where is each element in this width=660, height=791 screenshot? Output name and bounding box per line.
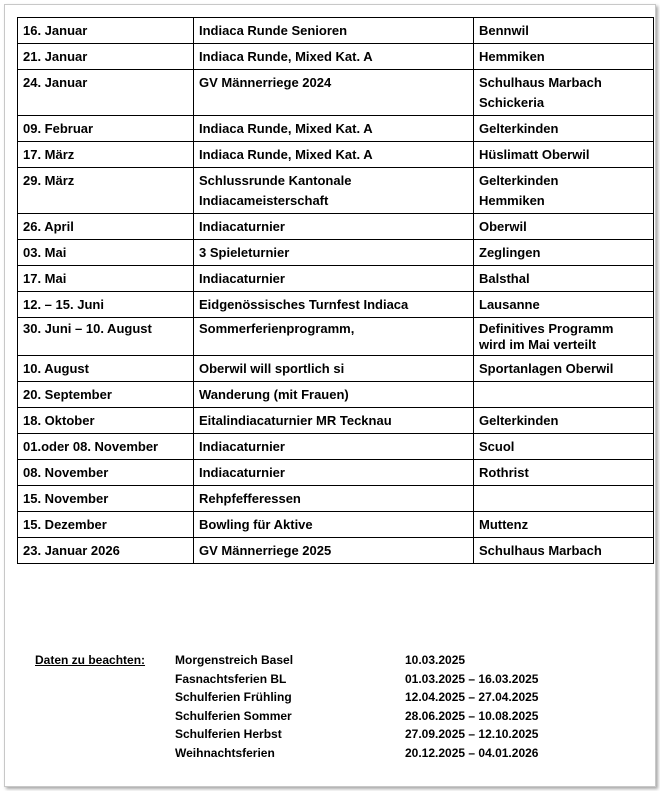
event-name-cell bbox=[194, 18, 474, 44]
event-date: 30. Juni – 10. August bbox=[23, 321, 152, 336]
table-row bbox=[18, 116, 654, 142]
table-row bbox=[18, 486, 654, 512]
table-row bbox=[18, 408, 654, 434]
event-location: wird im Mai verteilt bbox=[479, 337, 597, 352]
event-location: Rothrist bbox=[479, 465, 529, 480]
event-name: Oberwil will sportlich si bbox=[199, 361, 345, 376]
event-location: Muttenz bbox=[479, 517, 529, 532]
event-location-cell bbox=[474, 116, 654, 142]
event-location: Schulhaus Marbach bbox=[479, 75, 602, 90]
event-date-cell bbox=[18, 408, 194, 434]
event-location: Bennwil bbox=[479, 23, 529, 38]
event-location: Schulhaus Marbach bbox=[479, 543, 602, 558]
event-name-cell bbox=[194, 240, 474, 266]
event-location-cell bbox=[474, 214, 654, 240]
event-name-cell bbox=[194, 434, 474, 460]
event-name: Indiaca Runde, Mixed Kat. A bbox=[199, 49, 373, 64]
event-name: Indiacaturnier bbox=[199, 219, 285, 234]
event-date: 24. Januar bbox=[23, 75, 88, 90]
table-row bbox=[18, 460, 654, 486]
event-date-cell bbox=[18, 18, 194, 44]
event-name-cell bbox=[194, 538, 474, 564]
event-name-cell bbox=[194, 44, 474, 70]
notes-item-date: 10.03.2025 bbox=[405, 653, 466, 667]
event-name: Indiacaturnier bbox=[199, 465, 285, 480]
event-name: Sommerferienprogramm, bbox=[199, 321, 355, 336]
event-date: 21. Januar bbox=[23, 49, 88, 64]
event-date-cell bbox=[18, 168, 194, 214]
event-location: Hüslimatt Oberwil bbox=[479, 147, 590, 162]
event-date-cell bbox=[18, 266, 194, 292]
event-location-cell bbox=[474, 538, 654, 564]
event-date-cell bbox=[18, 382, 194, 408]
event-name: Schlussrunde Kantonale bbox=[199, 173, 352, 188]
event-location: Definitives Programm bbox=[479, 321, 614, 336]
event-location-cell bbox=[474, 408, 654, 434]
event-name: 3 Spieleturnier bbox=[199, 245, 290, 260]
event-name: Indiaca Runde, Mixed Kat. A bbox=[199, 121, 373, 136]
event-date: 01.oder 08. November bbox=[23, 439, 159, 454]
event-date-cell bbox=[18, 116, 194, 142]
event-location: Balsthal bbox=[479, 271, 530, 286]
event-date-cell bbox=[18, 214, 194, 240]
event-date: 12. – 15. Juni bbox=[23, 297, 104, 312]
table-row bbox=[18, 356, 654, 382]
event-date: 20. September bbox=[23, 387, 112, 402]
event-name: Indiaca Runde Senioren bbox=[199, 23, 348, 38]
event-name-cell bbox=[194, 486, 474, 512]
event-date-cell bbox=[18, 512, 194, 538]
event-location-cell bbox=[474, 18, 654, 44]
event-date: 23. Januar 2026 bbox=[23, 543, 120, 558]
event-location: Schickeria bbox=[479, 95, 545, 110]
event-name-cell bbox=[194, 408, 474, 434]
event-date: 09. Februar bbox=[23, 121, 94, 136]
event-location: Gelterkinden bbox=[479, 121, 559, 136]
event-date-cell bbox=[18, 142, 194, 168]
table-row bbox=[18, 292, 654, 318]
event-name-cell bbox=[194, 70, 474, 116]
event-location: Gelterkinden bbox=[479, 413, 559, 428]
notes-item-name: Weihnachtsferien bbox=[175, 745, 275, 760]
event-name-cell bbox=[194, 292, 474, 318]
table-row bbox=[18, 168, 654, 214]
event-date-cell bbox=[18, 356, 194, 382]
event-location bbox=[479, 385, 649, 405]
notes-item-date: 01.03.2025 – 16.03.2025 bbox=[405, 671, 539, 686]
event-location: Lausanne bbox=[479, 297, 540, 312]
event-name-cell bbox=[194, 266, 474, 292]
event-location-cell bbox=[474, 142, 654, 168]
table-row bbox=[18, 434, 654, 460]
table-row bbox=[18, 18, 654, 44]
event-date-cell bbox=[18, 70, 194, 116]
event-location-cell bbox=[474, 318, 654, 356]
event-name: GV Männerriege 2024 bbox=[199, 75, 332, 90]
event-location-cell bbox=[474, 44, 654, 70]
table-row bbox=[18, 266, 654, 292]
event-date: 26. April bbox=[23, 219, 74, 234]
event-name: Wanderung (mit Frauen) bbox=[199, 387, 349, 402]
table-row bbox=[18, 70, 654, 116]
event-date: 08. November bbox=[23, 465, 109, 480]
event-date: 03. Mai bbox=[23, 245, 67, 260]
event-date-cell bbox=[18, 538, 194, 564]
events-table bbox=[17, 17, 654, 564]
event-name-cell bbox=[194, 116, 474, 142]
event-date-cell bbox=[18, 292, 194, 318]
event-location-cell bbox=[474, 240, 654, 266]
event-date-cell bbox=[18, 240, 194, 266]
event-date: 10. August bbox=[23, 361, 89, 376]
event-name-cell bbox=[194, 460, 474, 486]
notes-item-date: 28.06.2025 – 10.08.2025 bbox=[405, 708, 539, 723]
event-date: 15. November bbox=[23, 491, 109, 506]
table-row bbox=[18, 214, 654, 240]
event-location: Oberwil bbox=[479, 219, 527, 234]
event-name-cell bbox=[194, 318, 474, 356]
table-row bbox=[18, 240, 654, 266]
notes-item-date: 27.09.2025 – 12.10.2025 bbox=[405, 727, 539, 741]
event-location bbox=[479, 489, 649, 509]
event-location-cell bbox=[474, 292, 654, 318]
event-location: Hemmiken bbox=[479, 49, 545, 64]
event-location-cell bbox=[474, 512, 654, 538]
event-date-cell bbox=[18, 44, 194, 70]
table-row bbox=[18, 44, 654, 70]
notes-item-name: Schulferien Sommer bbox=[175, 708, 292, 723]
notes-heading: Daten zu beachten: bbox=[35, 653, 146, 667]
table-row bbox=[18, 382, 654, 408]
event-name: Bowling für Aktive bbox=[199, 517, 313, 532]
event-location-cell bbox=[474, 168, 654, 214]
notes-item-name: Fasnachtsferien BL bbox=[175, 671, 287, 686]
event-date-cell bbox=[18, 486, 194, 512]
event-date: 17. März bbox=[23, 147, 75, 162]
event-name-cell bbox=[194, 142, 474, 168]
event-date: 18. Oktober bbox=[23, 413, 95, 428]
notes-item-name: Schulferien Frühling bbox=[175, 690, 292, 704]
event-location-cell bbox=[474, 356, 654, 382]
event-location: Scuol bbox=[479, 439, 515, 454]
table-row bbox=[18, 142, 654, 168]
event-date: 29. März bbox=[23, 173, 75, 188]
event-location-cell bbox=[474, 266, 654, 292]
event-location-cell bbox=[474, 70, 654, 116]
event-name: Eitalindiacaturnier MR Tecknau bbox=[199, 413, 392, 428]
event-name: Indiacaturnier bbox=[199, 271, 285, 286]
event-location-cell bbox=[474, 460, 654, 486]
event-location-cell bbox=[474, 434, 654, 460]
notes-item-date: 20.12.2025 – 04.01.2026 bbox=[405, 745, 539, 760]
event-date: 15. Dezember bbox=[23, 517, 107, 532]
event-location: Hemmiken bbox=[479, 193, 545, 208]
event-location: Sportanlagen Oberwil bbox=[479, 361, 614, 376]
event-date: 17. Mai bbox=[23, 271, 67, 286]
notes-item-date: 12.04.2025 – 27.04.2025 bbox=[405, 690, 539, 704]
event-location: Gelterkinden bbox=[479, 173, 559, 188]
event-name-cell bbox=[194, 214, 474, 240]
event-name: Indiaca Runde, Mixed Kat. A bbox=[199, 147, 373, 162]
event-name: GV Männerriege 2025 bbox=[199, 543, 332, 558]
event-name-cell bbox=[194, 382, 474, 408]
event-location-cell bbox=[474, 382, 654, 408]
document-page bbox=[4, 4, 656, 787]
table-row bbox=[18, 318, 654, 356]
event-date-cell bbox=[18, 460, 194, 486]
event-date-cell bbox=[18, 434, 194, 460]
event-location: Zeglingen bbox=[479, 245, 541, 260]
table-row bbox=[18, 512, 654, 538]
notes-item-name: Schulferien Herbst bbox=[175, 727, 282, 741]
event-name-cell bbox=[194, 512, 474, 538]
event-date: 16. Januar bbox=[23, 23, 88, 38]
event-name-cell bbox=[194, 356, 474, 382]
event-name: Indiacameisterschaft bbox=[199, 193, 329, 208]
event-location-cell bbox=[474, 486, 654, 512]
event-name-cell bbox=[194, 168, 474, 214]
event-name: Rehpfefferessen bbox=[199, 491, 301, 506]
event-name: Indiacaturnier bbox=[199, 439, 285, 454]
table-row bbox=[18, 538, 654, 564]
notes-item-name: Morgenstreich Basel bbox=[175, 653, 294, 667]
event-name: Eidgenössisches Turnfest Indiaca bbox=[199, 297, 409, 312]
event-date-cell bbox=[18, 318, 194, 356]
events-table-body bbox=[18, 18, 654, 564]
